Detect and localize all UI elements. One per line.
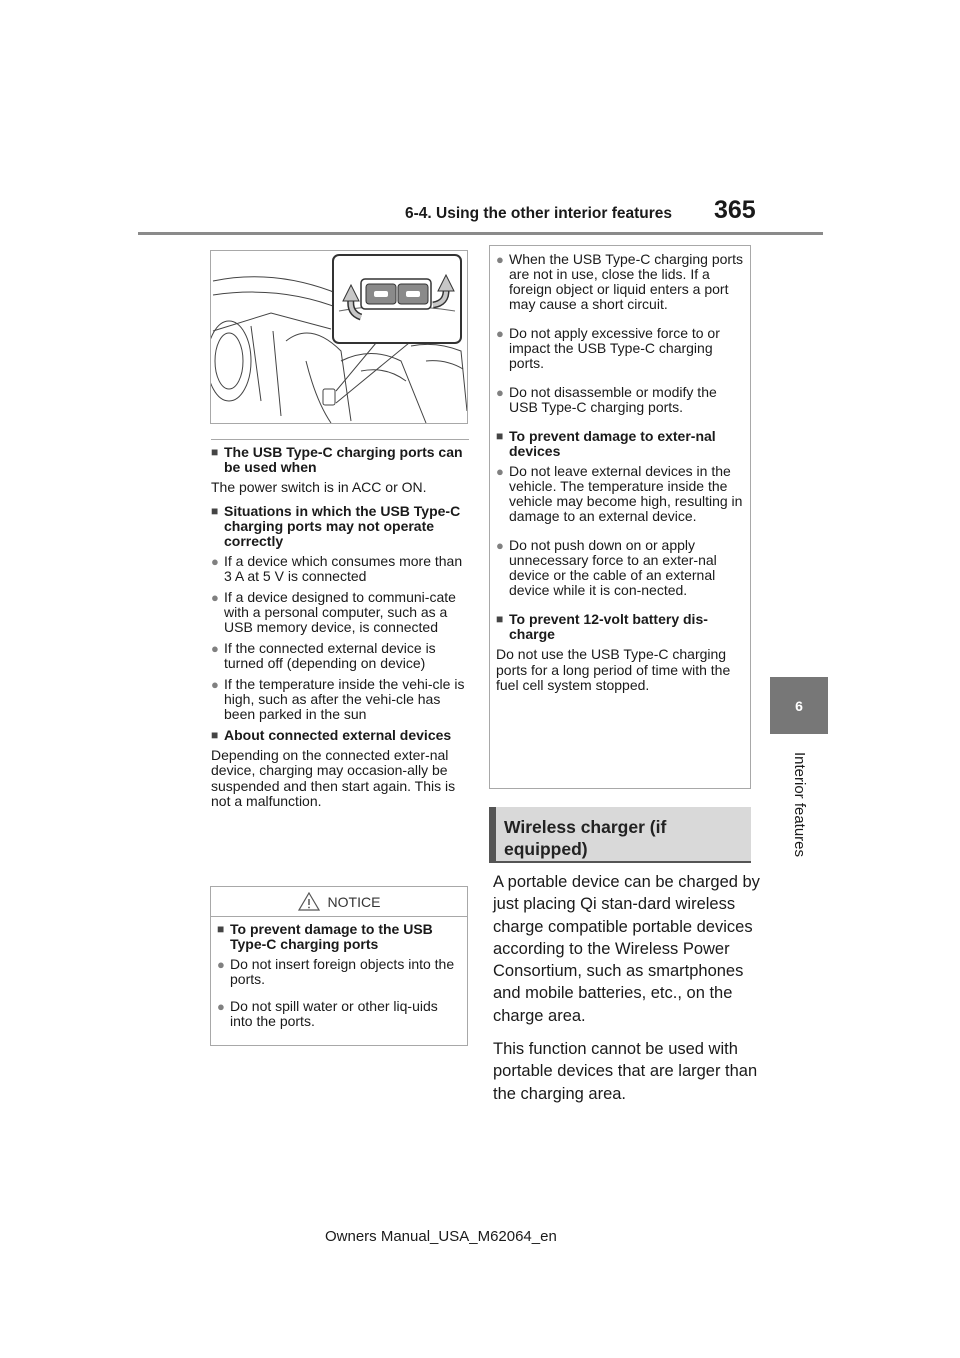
section-accent-bar (489, 807, 496, 861)
bullet-dot-icon: ● (496, 385, 504, 400)
bullet-dot-icon: ● (217, 999, 225, 1014)
notice-continuation-box (489, 245, 751, 789)
bullet-dot-icon: ● (496, 252, 504, 267)
heading-external-devices: ■ To prevent damage to exter-nal devices (496, 428, 716, 459)
dashboard-drawing (211, 251, 467, 423)
heading-connected-devices: ■ About connected external devices (211, 726, 452, 743)
list-item: ● If the temperature inside the vehi-cle is high, such as after the vehi-cle has been parked in the sun (211, 675, 465, 722)
bullet-dot-icon: ● (496, 538, 504, 553)
bullet-dot-icon: ● (217, 957, 225, 972)
paragraph-battery: Do not use the USB Type-C charging ports for a long period of time with the fuel cell system stopped. (496, 646, 731, 693)
chapter-label: Interior features (791, 751, 809, 857)
notice-heading: ■ To prevent damage to the USB Type-C charging ports (217, 921, 433, 952)
bullet-dot-icon: ● (496, 326, 504, 341)
heading-usb-can-be-used: ■ The USB Type-C charging ports can be used when (211, 444, 463, 475)
section-heading-wireless-charger (489, 807, 751, 863)
list-item: ● When the USB Type-C charging ports are not in use, close the lids. If a foreign object or liquid enters a port may cause a short circuit. (496, 251, 743, 312)
wireless-body (493, 871, 761, 1116)
list-item: ● Do not insert foreign objects into the ports. (217, 956, 455, 987)
paragraph-power-switch: The power switch is in ACC or ON. (211, 479, 427, 495)
left-column (211, 439, 469, 818)
square-marker-icon: ■ (496, 429, 504, 443)
list-item: ● Do not leave external devices in the vehicle. The temperature inside the vehicle may become high, resulting in damage to an external device. (496, 463, 743, 524)
section-title: 6-4. Using the other interior features (405, 205, 672, 222)
warning-triangle-icon (298, 892, 320, 911)
notice-title: NOTICE (327, 893, 381, 910)
page-number: 365 (714, 196, 756, 224)
header-rule (138, 232, 823, 235)
bullet-dot-icon: ● (211, 640, 219, 656)
heading-battery-discharge: ■ To prevent 12-volt battery dis-charge (496, 611, 708, 642)
notice-box (210, 886, 468, 1046)
list-item: ● If a device designed to communi-cate with a personal computer, such as a USB memory device, is connected (211, 588, 456, 635)
square-marker-icon: ■ (211, 503, 219, 518)
list-item: ● Do not apply excessive force to or impact the USB Type-C charging ports. (496, 325, 720, 371)
footer-text: Owners Manual_USA_M62064_en (325, 1228, 557, 1245)
square-marker-icon: ■ (211, 445, 219, 459)
bullet-dot-icon: ● (211, 589, 219, 605)
separator (211, 439, 469, 440)
square-marker-icon: ■ (496, 612, 504, 626)
list-item: ● If the connected external device is turned off (depending on device) (211, 639, 436, 671)
paragraph-connected-devices: Depending on the connected exter-nal device, charging may occasion-ally be suspended and then start again. This is not a malfunction. (211, 746, 456, 809)
square-marker-icon: ■ (217, 922, 225, 936)
list-item: ● If a device which consumes more than 3 A at 5 V is connected (211, 552, 463, 584)
heading-may-not-operate: ■ Situations in which the USB Type-C charging ports may not operate correctly (211, 502, 461, 549)
bullet-dot-icon: ● (211, 553, 219, 569)
paragraph-wireless-limit: This function cannot be used with portable devices that are larger than the charging area. (493, 1040, 758, 1103)
bullet-dot-icon: ● (496, 464, 504, 479)
square-marker-icon: ■ (211, 727, 219, 742)
notice-header (211, 887, 467, 917)
notice-body (211, 917, 467, 1029)
usb-ports-illustration (210, 250, 468, 424)
paragraph-wireless-intro: A portable device can be charged by just placing Qi stan-dard wireless charge compatible portable devices according to the Wireless Power Consortium, such as smartphones and mobile batteries, etc., on the charge area. (493, 873, 760, 1025)
list-item: ● Do not spill water or other liq-uids into the ports. (217, 998, 438, 1029)
list-item: ● Do not disassemble or modify the USB Type-C charging ports. (496, 384, 717, 415)
chapter-number: 6 (795, 697, 803, 714)
bullet-dot-icon: ● (211, 676, 219, 692)
chapter-side-label (785, 745, 815, 863)
list-item: ● Do not push down on or apply unnecessary force to an exter-nal device or the cable of an external device while it is con-nected. (496, 537, 717, 598)
chapter-tab (770, 677, 828, 734)
section-heading-text: Wireless charger (if equipped) (504, 817, 667, 859)
